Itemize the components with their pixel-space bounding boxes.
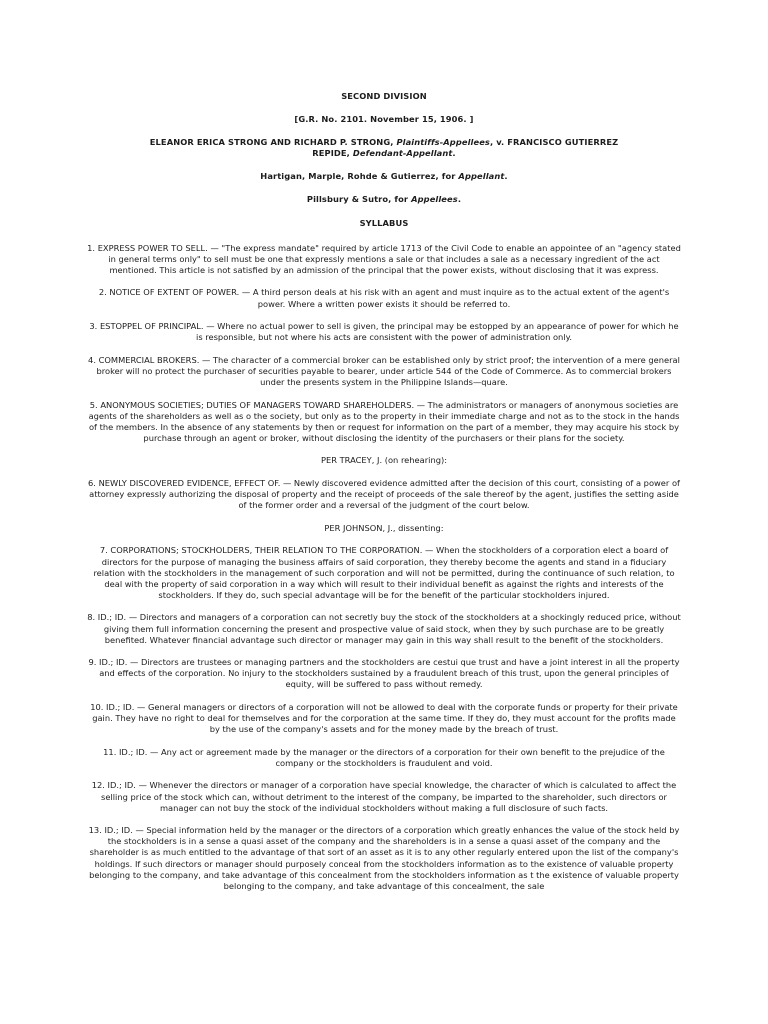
parties-end: . [452,148,456,159]
syllabus-paragraph-13: 13. ID.; ID. — Special information held by the manager or the directors of a corporation which greatly enhances the value of the stock held by the stockholders is in a sense a quasi asset of the company and the shareholders is in a sense a quasi asset of the company and the shareholder is as much entitled to the advantage of that sort of an asset as it is to any other regularly entered upon the list of the company's holdings. If such directors or manager should purposely conceal from the stockholders information as to the existence of valuable property belonging to the company, and take advantage of this concealment from the stockholders information as t the existence of valuable property belonging to the company, and take advantage of this concealment, the sale [88,825,680,891]
counsel1-text: Hartigan, Marple, Rohde & Gutierrez, for [260,171,459,182]
per-johnson-heading: PER JOHNSON, J., dissenting: [324,522,444,533]
syllabus-paragraph-3: 3. ESTOPPEL OF PRINCIPAL. — Where no actual power to sell is given, the principal may be estopped by an appearance of power for which he is responsible, but not where his acts are consistent with the power of administration only. [89,321,679,343]
counsel-appellant [86,171,682,182]
counsel2-end: . [457,194,462,205]
syllabus-paragraph-2: 2. NOTICE OF EXTENT OF POWER. — A third person deals at his risk with an agent and must inquire as to the actual extent of the agent's power. Where a written power exists it should be referred to. [98,287,670,309]
counsel2-text: Pillsbury & Sutro, for [306,194,412,205]
parties-line1: ELEANOR ERICA STRONG AND RICHARD P. STRONG, [149,137,397,148]
syllabus-paragraph-12: 12. ID.; ID. — Whenever the directors or manager of a corporation have special knowledge, the character of which is calculated to affect the selling price of the stock which can, without detriment to the interest of the company, be imparted to the shareholder, such directors or manager can not buy the stock of the individual stockholders without making a full disclosure of such facts. [91,780,677,813]
syllabus-paragraph-9: 9. ID.; ID. — Directors are trustees or managing partners and the stockholders are cestui que trust and have a joint interest in all the property and effects of the corporation. No injury to the stockholders sustained by a fraudulent breach of this trust, upon the general principles of equity, will be suffered to pass without remedy. [88,657,680,690]
counsel1-role: Appellant [458,171,505,182]
plaintiffs-role: Plaintiffs-Appellees [396,137,490,148]
counsel1-end: . [504,171,508,182]
syllabus-paragraph-8: 8. ID.; ID. — Directors and managers of a corporation can not secretly buy the stock of the stockholders at a shockingly reduced price, without giving them full information concerning the present and prospective value of said stock, when they by such purchase are to be greatly benefited. Whatever financial advantage such director or manager may gain in this way shall result to the benefit of the stockholders. [87,612,681,645]
syllabus-paragraph-5: 5. ANONYMOUS SOCIETIES; DUTIES OF MANAGERS TOWARD SHAREHOLDERS. — The administrators or managers of anonymous societies are agents of the shareholders as well as o the society, but only as to the property in their immediate charge and not as to the stock in the hands of the members. In the absence of any statements by then or request for information on the part of a member, they may acquire his stock by purchase through an agent or broker, without disclosing the identity of the purchasers or their plans for the society. [88,399,680,443]
case-number: [G.R. No. 2101. November 15, 1906. ] [294,114,474,125]
case-parties [86,137,682,159]
per-tracey-heading: PER TRACEY, J. (on rehearing): [320,455,448,466]
counsel-appellees [86,194,682,205]
division-heading: SECOND DIVISION [341,91,427,101]
syllabus-paragraph-4: 4. COMMERCIAL BROKERS. — The character of a commercial broker can be established only by strict proof; the intervention of a mere general broker will no protect the purchaser of securities payable to bearer, under article 544 of the Code of Commerce. As to commercial brokers under the presents system in the Philippine Islands—quare. [88,354,680,387]
defendant-role: Defendant-Appellant [352,148,453,159]
document-page [86,91,682,903]
parties-mid: , v. FRANCISCO GUTIERREZ [489,137,619,148]
syllabus-paragraph-11: 11. ID.; ID. — Any act or agreement made by the manager or the directors of a corporation for their own benefit to the prejudice of the company or the stockholders is fraudulent and void. [103,746,665,768]
syllabus-paragraph-6: 6. NEWLY DISCOVERED EVIDENCE, EFFECT OF. — Newly discovered evidence admitted after the decision of this court, consisting of a power of attorney expressly authorizing the disposal of property and the receipt of proceeds of the sale thereof by the agent, justifies the setting aside of the former order and a reversal of the judgment of the court below. [88,478,680,511]
parties-line2: REPIDE, [312,148,353,159]
syllabus-paragraph-1: 1. EXPRESS POWER TO SELL. — "The express mandate" required by article 1713 of the Civil Code to enable an appointee of an "agency stated in general terms only" to sell must be one that expressly mentions a sale or that includes a sale as a necessary ingredient of the act mentioned. This article is not satisfied by an admission of the principal that the power exists, without disclosing that it was express. [87,242,681,275]
syllabus-paragraph-10: 10. ID.; ID. — General managers or directors of a corporation will not be allowed to deal with the corporate funds or property for their private gain. They have no right to deal for themselves and for the corporation at the same time. If they do, they must account for the profits made by the use of the company's assets and for the money made by the breach of trust. [90,701,678,735]
syllabus-paragraph-7: 7. CORPORATIONS; STOCKHOLDERS, THEIR RELATION TO THE CORPORATION. — When the stockholders of a corporation elect a board of directors for the purpose of managing the business affairs of said corporation, they thereby become the agents and stand in a fiduciary relation with the stockholders in the management of such corporation and will not be permitted, during the continuance of such relation, to deal with the property of said corporation in a way which will result to their individual benefit as against the rights and interests of the stockholders. If they do, such special advantage will be for the benefit of the particular stockholders injured. [93,545,675,600]
syllabus-heading: SYLLABUS [359,217,409,228]
counsel2-role: Appellees [411,194,458,205]
